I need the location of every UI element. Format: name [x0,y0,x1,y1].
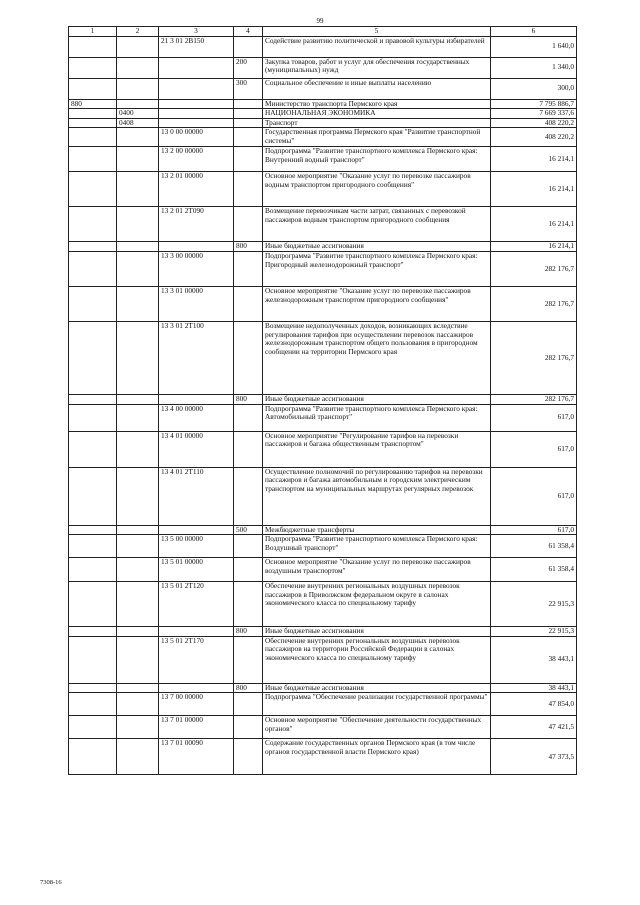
target-article-cell: 13 2 01 2Т090 [159,207,234,242]
target-article-cell: 21 3 01 2В150 [159,36,234,57]
header-col-6: 6 [491,27,577,37]
table-row [69,78,577,99]
amount-cell: 16 214,1 [491,172,577,207]
description-cell: Социальное обеспечение и иные выплаты населению [263,78,491,99]
admin-code-cell [69,467,117,525]
expense-type-cell [234,207,263,242]
table-header-row [69,27,577,37]
section-code-cell [117,683,159,693]
header-col-3: 3 [159,27,234,37]
target-article-cell: 13 4 01 00000 [159,431,234,467]
table-row [69,172,577,207]
target-article-cell [159,683,234,693]
table-row [69,394,577,404]
expense-type-cell: 800 [234,394,263,404]
expense-type-cell [234,739,263,775]
section-code-cell [117,242,159,252]
header-col-1: 1 [69,27,117,37]
header-col-2: 2 [117,27,159,37]
admin-code-cell [69,431,117,467]
table-row [69,251,577,286]
table-row [69,207,577,242]
description-cell: Иные бюджетные ассигнования [263,394,491,404]
target-article-cell: 13 0 00 00000 [159,128,234,147]
header-col-5: 5 [263,27,491,37]
amount-cell: 408 220,2 [491,128,577,147]
amount-cell: 282 176,7 [491,394,577,404]
admin-code-cell [69,525,117,535]
amount-cell: 38 443,1 [491,683,577,693]
expense-type-cell [234,286,263,321]
section-code-cell [117,693,159,716]
amount-cell: 47 373,5 [491,739,577,775]
section-code-cell [117,558,159,582]
amount-cell: 1 340,0 [491,57,577,78]
target-article-cell: 13 2 01 00000 [159,172,234,207]
section-code-cell: 0408 [117,118,159,128]
description-cell: Подпрограмма "Развитие транспортного комплекса Пермского края: Автомобильный транспорт" [263,404,491,431]
section-code-cell [117,251,159,286]
description-cell: Основное мероприятие "Оказание услуг по перевозке пассажиров железнодорожным транспортом пригородного сообщения" [263,286,491,321]
section-code-cell [117,128,159,147]
target-article-cell [159,99,234,109]
section-code-cell [117,716,159,739]
description-cell: Осуществление полномочий по регулированию тарифов на перевозки пассажиров и багажа автомобильным и городским электрическим транспортом на муниципальных маршрутах регулярных перевозок [263,467,491,525]
description-cell: Закупка товаров, работ и услуг для обеспечения государственных (муниципальных) нужд [263,57,491,78]
target-article-cell: 13 5 01 2Т120 [159,582,234,627]
table-row [69,467,577,525]
section-code-cell [117,739,159,775]
table-row [69,36,577,57]
admin-code-cell [69,535,117,558]
description-cell: Иные бюджетные ассигнования [263,627,491,637]
section-code-cell [117,99,159,109]
section-code-cell [117,525,159,535]
expense-type-cell [234,109,263,119]
table-row [69,558,577,582]
description-cell: Возмещение недополученных доходов, возникающих вследствие регулирования тарифов при осуществлении перевозок пассажиров железнодорожным транспортом общего пользования в пригородном сообщении на территории Пермского края [263,321,491,394]
amount-cell: 16 214,1 [491,147,577,172]
target-article-cell [159,109,234,119]
description-cell: НАЦИОНАЛЬНАЯ ЭКОНОМИКА [263,109,491,119]
amount-cell: 300,0 [491,78,577,99]
amount-cell: 47 854,0 [491,693,577,716]
table-row [69,109,577,119]
admin-code-cell: 880 [69,99,117,109]
amount-cell: 282 176,7 [491,321,577,394]
amount-cell: 16 214,1 [491,207,577,242]
expense-type-cell [234,431,263,467]
expense-type-cell [234,693,263,716]
table-row [69,683,577,693]
amount-cell: 282 176,7 [491,286,577,321]
expense-type-cell [234,118,263,128]
expense-type-cell [234,251,263,286]
description-cell: Подпрограмма "Обеспечение реализации государственной программы" [263,693,491,716]
admin-code-cell [69,78,117,99]
expense-type-cell: 800 [234,683,263,693]
table-row [69,636,577,683]
admin-code-cell [69,109,117,119]
description-cell: Подпрограмма "Развитие транспортного комплекса Пермского края: Внутренний водный транспорт" [263,147,491,172]
section-code-cell [117,207,159,242]
amount-cell: 408 220,2 [491,118,577,128]
expense-type-cell [234,535,263,558]
expense-type-cell [234,467,263,525]
section-code-cell [117,627,159,637]
section-code-cell [117,321,159,394]
target-article-cell: 13 4 01 2Т110 [159,467,234,525]
admin-code-cell [69,404,117,431]
target-article-cell: 13 3 01 2Т100 [159,321,234,394]
expense-type-cell [234,36,263,57]
table-row [69,525,577,535]
table-row [69,582,577,627]
admin-code-cell [69,683,117,693]
description-cell: Возмещение перевозчикам части затрат, связанных с перевозкой пассажиров водным транспортом пригородного сообщения [263,207,491,242]
admin-code-cell [69,394,117,404]
admin-code-cell [69,242,117,252]
admin-code-cell [69,36,117,57]
table-row [69,431,577,467]
description-cell: Содействие развитию политической и правовой культуры избирателей [263,36,491,57]
budget-table [68,26,577,775]
description-cell: Иные бюджетные ассигнования [263,242,491,252]
amount-cell: 7 795 886,7 [491,99,577,109]
table-row [69,118,577,128]
amount-cell: 38 443,1 [491,636,577,683]
section-code-cell [117,147,159,172]
target-article-cell [159,394,234,404]
amount-cell: 617,0 [491,467,577,525]
table-row [69,404,577,431]
admin-code-cell [69,636,117,683]
amount-cell: 617,0 [491,525,577,535]
section-code-cell: 0400 [117,109,159,119]
target-article-cell [159,525,234,535]
section-code-cell [117,172,159,207]
expense-type-cell: 800 [234,242,263,252]
description-cell: Обеспечение внутренних региональных воздушных перевозок пассажиров на территории Российской Федерации в салонах экономического класса по специальному тарифу [263,636,491,683]
expense-type-cell [234,172,263,207]
description-cell: Министерство транспорта Пермского края [263,99,491,109]
target-article-cell [159,627,234,637]
description-cell: Основное мероприятие "Оказание услуг по перевозке пассажиров воздушным транспортом" [263,558,491,582]
table-row [69,147,577,172]
page-number: 99 [316,17,324,25]
description-cell: Содержание государственных органов Пермского края (в том числе органов государственной власти Пермского края) [263,739,491,775]
admin-code-cell [69,716,117,739]
target-article-cell: 13 5 00 00000 [159,535,234,558]
section-code-cell [117,431,159,467]
target-article-cell: 13 3 01 00000 [159,286,234,321]
admin-code-cell [69,627,117,637]
amount-cell: 61 358,4 [491,535,577,558]
admin-code-cell [69,558,117,582]
admin-code-cell [69,118,117,128]
target-article-cell [159,242,234,252]
description-cell: Иные бюджетные ассигнования [263,683,491,693]
target-article-cell [159,118,234,128]
amount-cell: 22 915,3 [491,627,577,637]
amount-cell: 617,0 [491,431,577,467]
target-article-cell: 13 5 01 2Т170 [159,636,234,683]
description-cell: Подпрограмма "Развитие транспортного комплекса Пермского края: Воздушный транспорт" [263,535,491,558]
table-row [69,739,577,775]
target-article-cell: 13 5 01 00000 [159,558,234,582]
amount-cell: 1 640,0 [491,36,577,57]
header-col-4: 4 [234,27,263,37]
section-code-cell [117,467,159,525]
target-article-cell: 13 4 00 00000 [159,404,234,431]
table-row [69,716,577,739]
expense-type-cell [234,716,263,739]
description-cell: Подпрограмма "Развитие транспортного комплекса Пермского края: Пригородный железнодорожный транспорт" [263,251,491,286]
admin-code-cell [69,172,117,207]
expense-type-cell [234,147,263,172]
target-article-cell: 13 7 01 00090 [159,739,234,775]
admin-code-cell [69,321,117,394]
section-code-cell [117,57,159,78]
amount-cell: 617,0 [491,404,577,431]
table-row [69,286,577,321]
expense-type-cell [234,582,263,627]
admin-code-cell [69,207,117,242]
description-cell: Основное мероприятие "Оказание услуг по перевозке пассажиров водным транспортом пригородного сообщения" [263,172,491,207]
description-cell: Межбюджетные трансферты [263,525,491,535]
expense-type-cell [234,128,263,147]
section-code-cell [117,286,159,321]
target-article-cell [159,57,234,78]
section-code-cell [117,535,159,558]
admin-code-cell [69,251,117,286]
expense-type-cell: 500 [234,525,263,535]
admin-code-cell [69,57,117,78]
target-article-cell: 13 7 00 00000 [159,693,234,716]
description-cell: Транспорт [263,118,491,128]
table-row [69,128,577,147]
admin-code-cell [69,147,117,172]
section-code-cell [117,394,159,404]
amount-cell: 16 214,1 [491,242,577,252]
section-code-cell [117,582,159,627]
expense-type-cell [234,636,263,683]
expense-type-cell [234,558,263,582]
admin-code-cell [69,128,117,147]
amount-cell: 7 669 337,6 [491,109,577,119]
description-cell: Основное мероприятие "Регулирование тарифов на перевозки пассажиров и багажа общественным транспортом" [263,431,491,467]
admin-code-cell [69,582,117,627]
section-code-cell [117,36,159,57]
budget-table-body [69,27,577,775]
target-article-cell: 13 3 00 00000 [159,251,234,286]
expense-type-cell [234,321,263,394]
document-code: 7308-16 [40,879,62,886]
table-row [69,627,577,637]
table-row [69,321,577,394]
section-code-cell [117,636,159,683]
table-row [69,693,577,716]
table-row [69,242,577,252]
target-article-cell [159,78,234,99]
amount-cell: 61 358,4 [491,558,577,582]
amount-cell: 22 915,3 [491,582,577,627]
table-row [69,535,577,558]
table-row [69,99,577,109]
admin-code-cell [69,286,117,321]
amount-cell: 47 421,5 [491,716,577,739]
table-row [69,57,577,78]
admin-code-cell [69,693,117,716]
description-cell: Основное мероприятие "Обеспечение деятельности государственных органов" [263,716,491,739]
expense-type-cell: 200 [234,57,263,78]
section-code-cell [117,78,159,99]
description-cell: Обеспечение внутренних региональных воздушных перевозок пассажиров в Приволжском федеральном округе в салонах экономического класса по специальному тарифу [263,582,491,627]
target-article-cell: 13 2 00 00000 [159,147,234,172]
section-code-cell [117,404,159,431]
expense-type-cell [234,404,263,431]
amount-cell: 282 176,7 [491,251,577,286]
description-cell: Государственная программа Пермского края "Развитие транспортной системы" [263,128,491,147]
expense-type-cell: 300 [234,78,263,99]
target-article-cell: 13 7 01 00000 [159,716,234,739]
expense-type-cell: 800 [234,627,263,637]
admin-code-cell [69,739,117,775]
expense-type-cell [234,99,263,109]
